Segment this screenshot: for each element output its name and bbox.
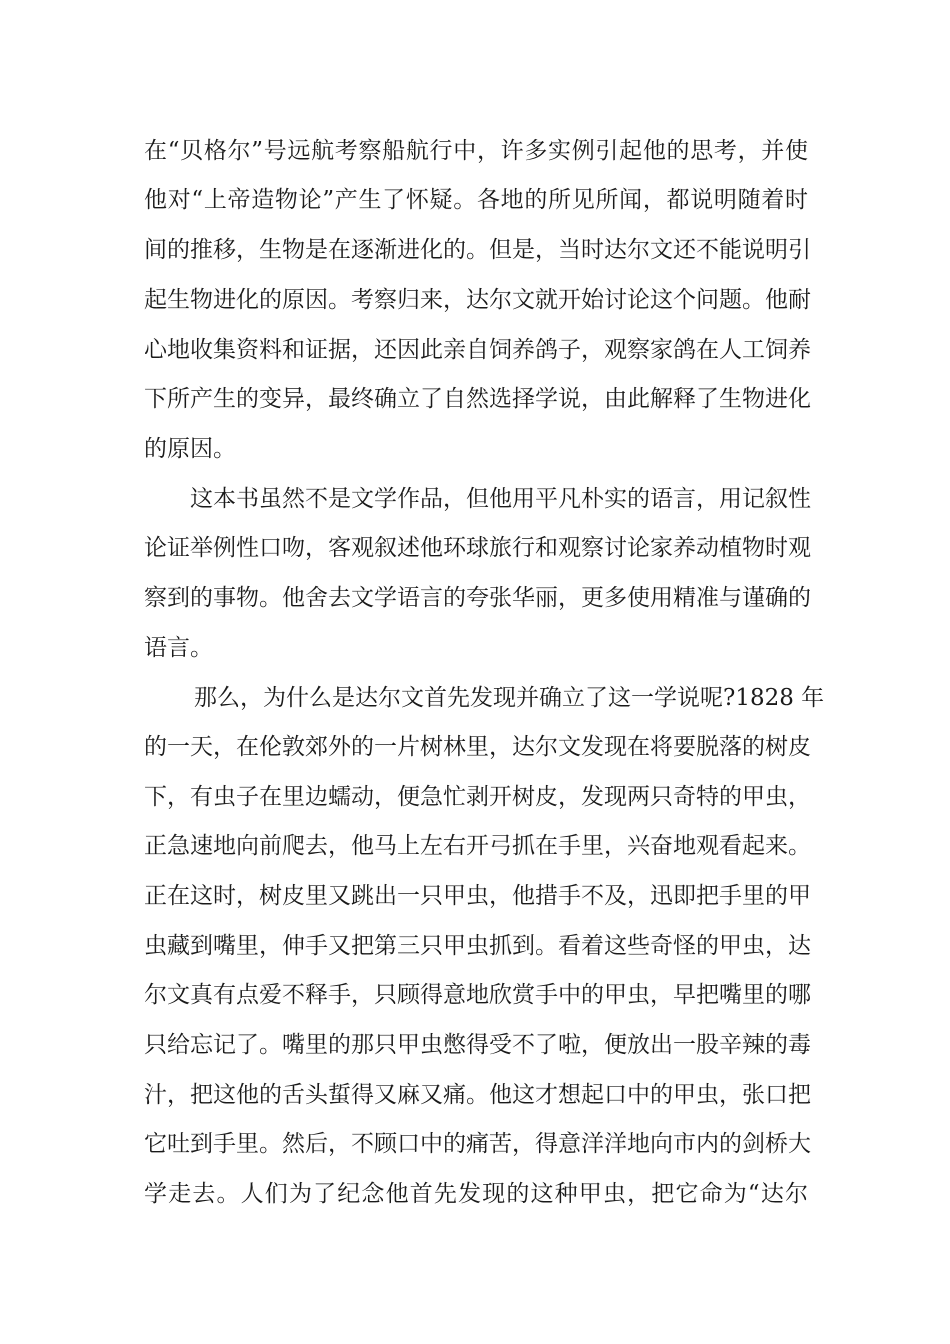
text-line: 只给忘记了。嘴里的那只甲虫憋得受不了啦，便放出一股辛辣的毒: [144, 1032, 811, 1058]
text-line: 心地收集资料和证据，还因此亲自饲养鸽子，观察家鸽在人工饲养: [144, 337, 811, 363]
text-line: 语言。: [144, 635, 213, 661]
text-line: 间的推移，生物是在逐渐进化的。但是，当时达尔文还不能说明引: [144, 237, 811, 263]
text-line: 论证举例性口吻，客观叙述他环球旅行和观察讨论家养动植物时观: [144, 535, 811, 561]
text-line: 汁，把这他的舌头蜇得又麻又痛。他这才想起口中的甲虫，张口把: [144, 1082, 811, 1108]
text-line: 的一天，在伦敦郊外的一片树林里，达尔文发现在将要脱落的树皮: [144, 734, 811, 760]
text-line: 虫藏到嘴里，伸手又把第三只甲虫抓到。看着这些奇怪的甲虫，达: [144, 933, 811, 959]
text-line: 察到的事物。他舍去文学语言的夸张华丽，更多使用精准与谨确的: [144, 585, 811, 611]
text-line: 他对“上帝造物论”产生了怀疑。各地的所见所闻，都说明随着时: [144, 187, 808, 213]
text-line: 正急速地向前爬去，他马上左右开弓抓在手里，兴奋地观看起来。: [144, 833, 811, 859]
text-line: 这本书虽然不是文学作品，但他用平凡朴实的语言，用记叙性: [190, 486, 811, 512]
text-line: 起生物进化的原因。考察归来，达尔文就开始讨论这个问题。他耐: [144, 287, 811, 313]
text-line: 正在这时，树皮里又跳出一只甲虫，他措手不及，迅即把手里的甲: [144, 883, 811, 909]
text-line: 下所产生的变异，最终确立了自然选择学说，由此解释了生物进化: [144, 386, 811, 412]
text-line: 那么，为什么是达尔文首先发现并确立了这一学说呢?1828 年: [194, 685, 825, 711]
text-line: 学走去。人们为了纪念他首先发现的这种甲虫，把它命为“达尔: [144, 1181, 808, 1207]
text-line: 在“贝格尔”号远航考察船航行中，许多实例引起他的思考，并使: [144, 138, 808, 164]
text-line: 尔文真有点爱不释手，只顾得意地欣赏手中的甲虫，早把嘴里的哪: [144, 982, 811, 1008]
text-line: 它吐到手里。然后，不顾口中的痛苦，得意洋洋地向市内的剑桥大: [144, 1131, 811, 1157]
text-line: 下，有虫子在里边蠕动，便急忙剥开树皮，发现两只奇特的甲虫，: [144, 784, 811, 810]
text-line: 的原因。: [144, 436, 236, 462]
